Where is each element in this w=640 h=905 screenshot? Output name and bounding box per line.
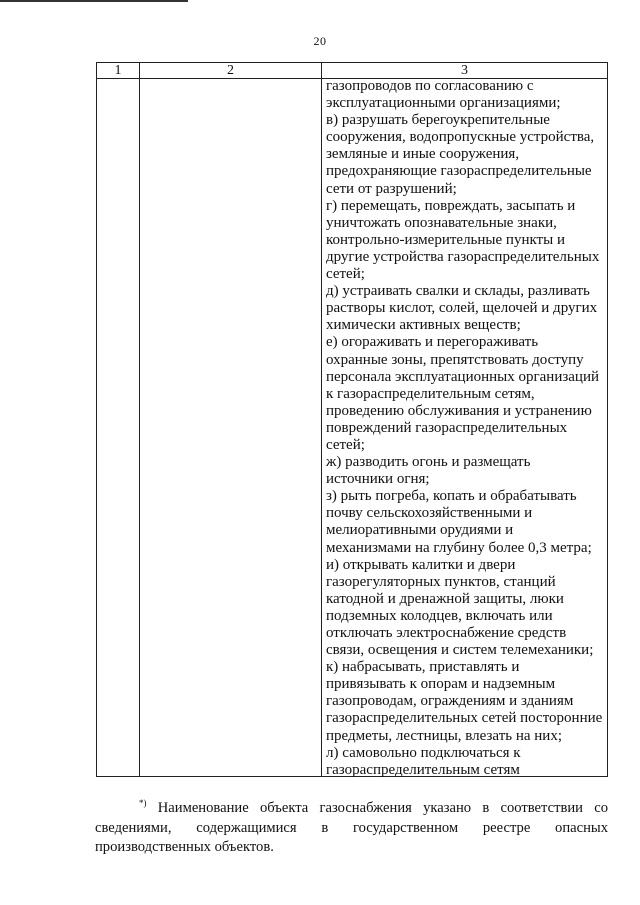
footnote-line-3: производственных объектов. — [95, 839, 274, 855]
table-text-line: механизмами на глубину более 0,3 метра; — [326, 539, 592, 556]
table-text-line: отключать электроснабжение средств — [326, 625, 567, 641]
table-text-line: в) разрушать берегоукрепительные — [326, 112, 550, 129]
table-text-line: проведению обслуживания и устранению — [326, 402, 592, 419]
table-text-line: к) набрасывать, приставлять и — [326, 659, 520, 676]
table-text-line: источники огня; — [326, 471, 430, 488]
table-text-line: привязывать к опорам и надземным — [326, 676, 556, 693]
table-text-line: мелиоративными орудиями и — [326, 522, 514, 539]
table-text-line: л) самовольно подключаться к — [326, 744, 521, 761]
table-text-line: ж) разводить огонь и размещать — [326, 454, 531, 471]
table-text-line: растворы кислот, солей, щелочей и других — [326, 300, 598, 317]
footnote-line-2: сведениями, содержащимися в государственном реестре опасных — [95, 819, 608, 836]
document-table — [96, 62, 608, 777]
table-text-line: персонала эксплуатационных организаций — [326, 368, 600, 385]
table-text-line: охранные зоны, препятствовать доступу — [326, 351, 584, 368]
table-text-line: газопроводам, ограждениям и зданиям — [326, 693, 574, 710]
table-text-line: земляные и иные сооружения, — [326, 146, 520, 163]
page-number: 20 — [313, 34, 327, 48]
table-text-line: газораспределительным сетям — [326, 761, 520, 778]
table-text-line: уничтожать опознавательные знаки, — [326, 214, 557, 231]
table-text-line: связи, освещения и систем телемеханики; — [326, 642, 594, 659]
table-text-line: газораспределительных сетей посторонние — [326, 710, 603, 727]
column-header-3: 3 — [461, 63, 468, 78]
table-text-line: сетей; — [326, 266, 365, 283]
column-header-2: 2 — [227, 63, 234, 78]
table-text-line: катодной и дренажной защиты, люки — [326, 590, 564, 607]
table-text-line: сети от разрушений; — [326, 180, 457, 197]
table-text-line: предметы, лестницы, влезать на них; — [326, 727, 563, 744]
table-text-line: повреждений газораспределительных — [326, 419, 568, 436]
table-text-line: эксплуатационными организациями; — [326, 95, 561, 112]
table-text-line: е) огораживать и перегораживать — [326, 334, 539, 351]
table-text-line: г) перемещать, повреждать, засыпать и — [326, 197, 576, 214]
column-3-text — [326, 78, 606, 779]
top-rule — [0, 0, 188, 2]
table-text-line: химически активных веществ; — [326, 317, 521, 334]
table-text-line: з) рыть погреба, копать и обрабатывать — [326, 488, 577, 505]
table-text-line: другие устройства газораспределительных — [326, 248, 600, 265]
table-text-line: сооружения, водопропускные устройства, — [326, 129, 595, 146]
table-text-line: к газораспределительным сетям, — [326, 385, 535, 402]
table-text-line: д) устраивать свалки и склады, разливать — [326, 283, 590, 300]
table-text-line: почву сельскохозяйственными и — [326, 505, 533, 522]
footnote — [95, 794, 608, 858]
table-text-line: контрольно-измерительные пункты и — [326, 231, 565, 248]
table-text-line: и) открывать калитки и двери — [326, 556, 516, 573]
table-text-line: предохраняющие газораспределительные — [326, 163, 592, 180]
table-text-line: подземных колодцев, включать или — [326, 607, 553, 624]
table-text-line: газопроводов по согласованию с — [326, 78, 534, 94]
column-header-1: 1 — [114, 63, 122, 78]
table-text-line: сетей; — [326, 436, 365, 453]
footnote-line-1 — [95, 794, 608, 819]
footnote-marker: *) — [139, 798, 147, 808]
footnote-text-1: Наименование объекта газоснабжения указано в соответствии со — [157, 800, 608, 816]
column-divider-2 — [321, 63, 322, 776]
column-divider-1 — [139, 63, 140, 776]
table-header-row — [97, 63, 607, 79]
table-text-line: газорегуляторных пунктов, станций — [326, 573, 556, 590]
